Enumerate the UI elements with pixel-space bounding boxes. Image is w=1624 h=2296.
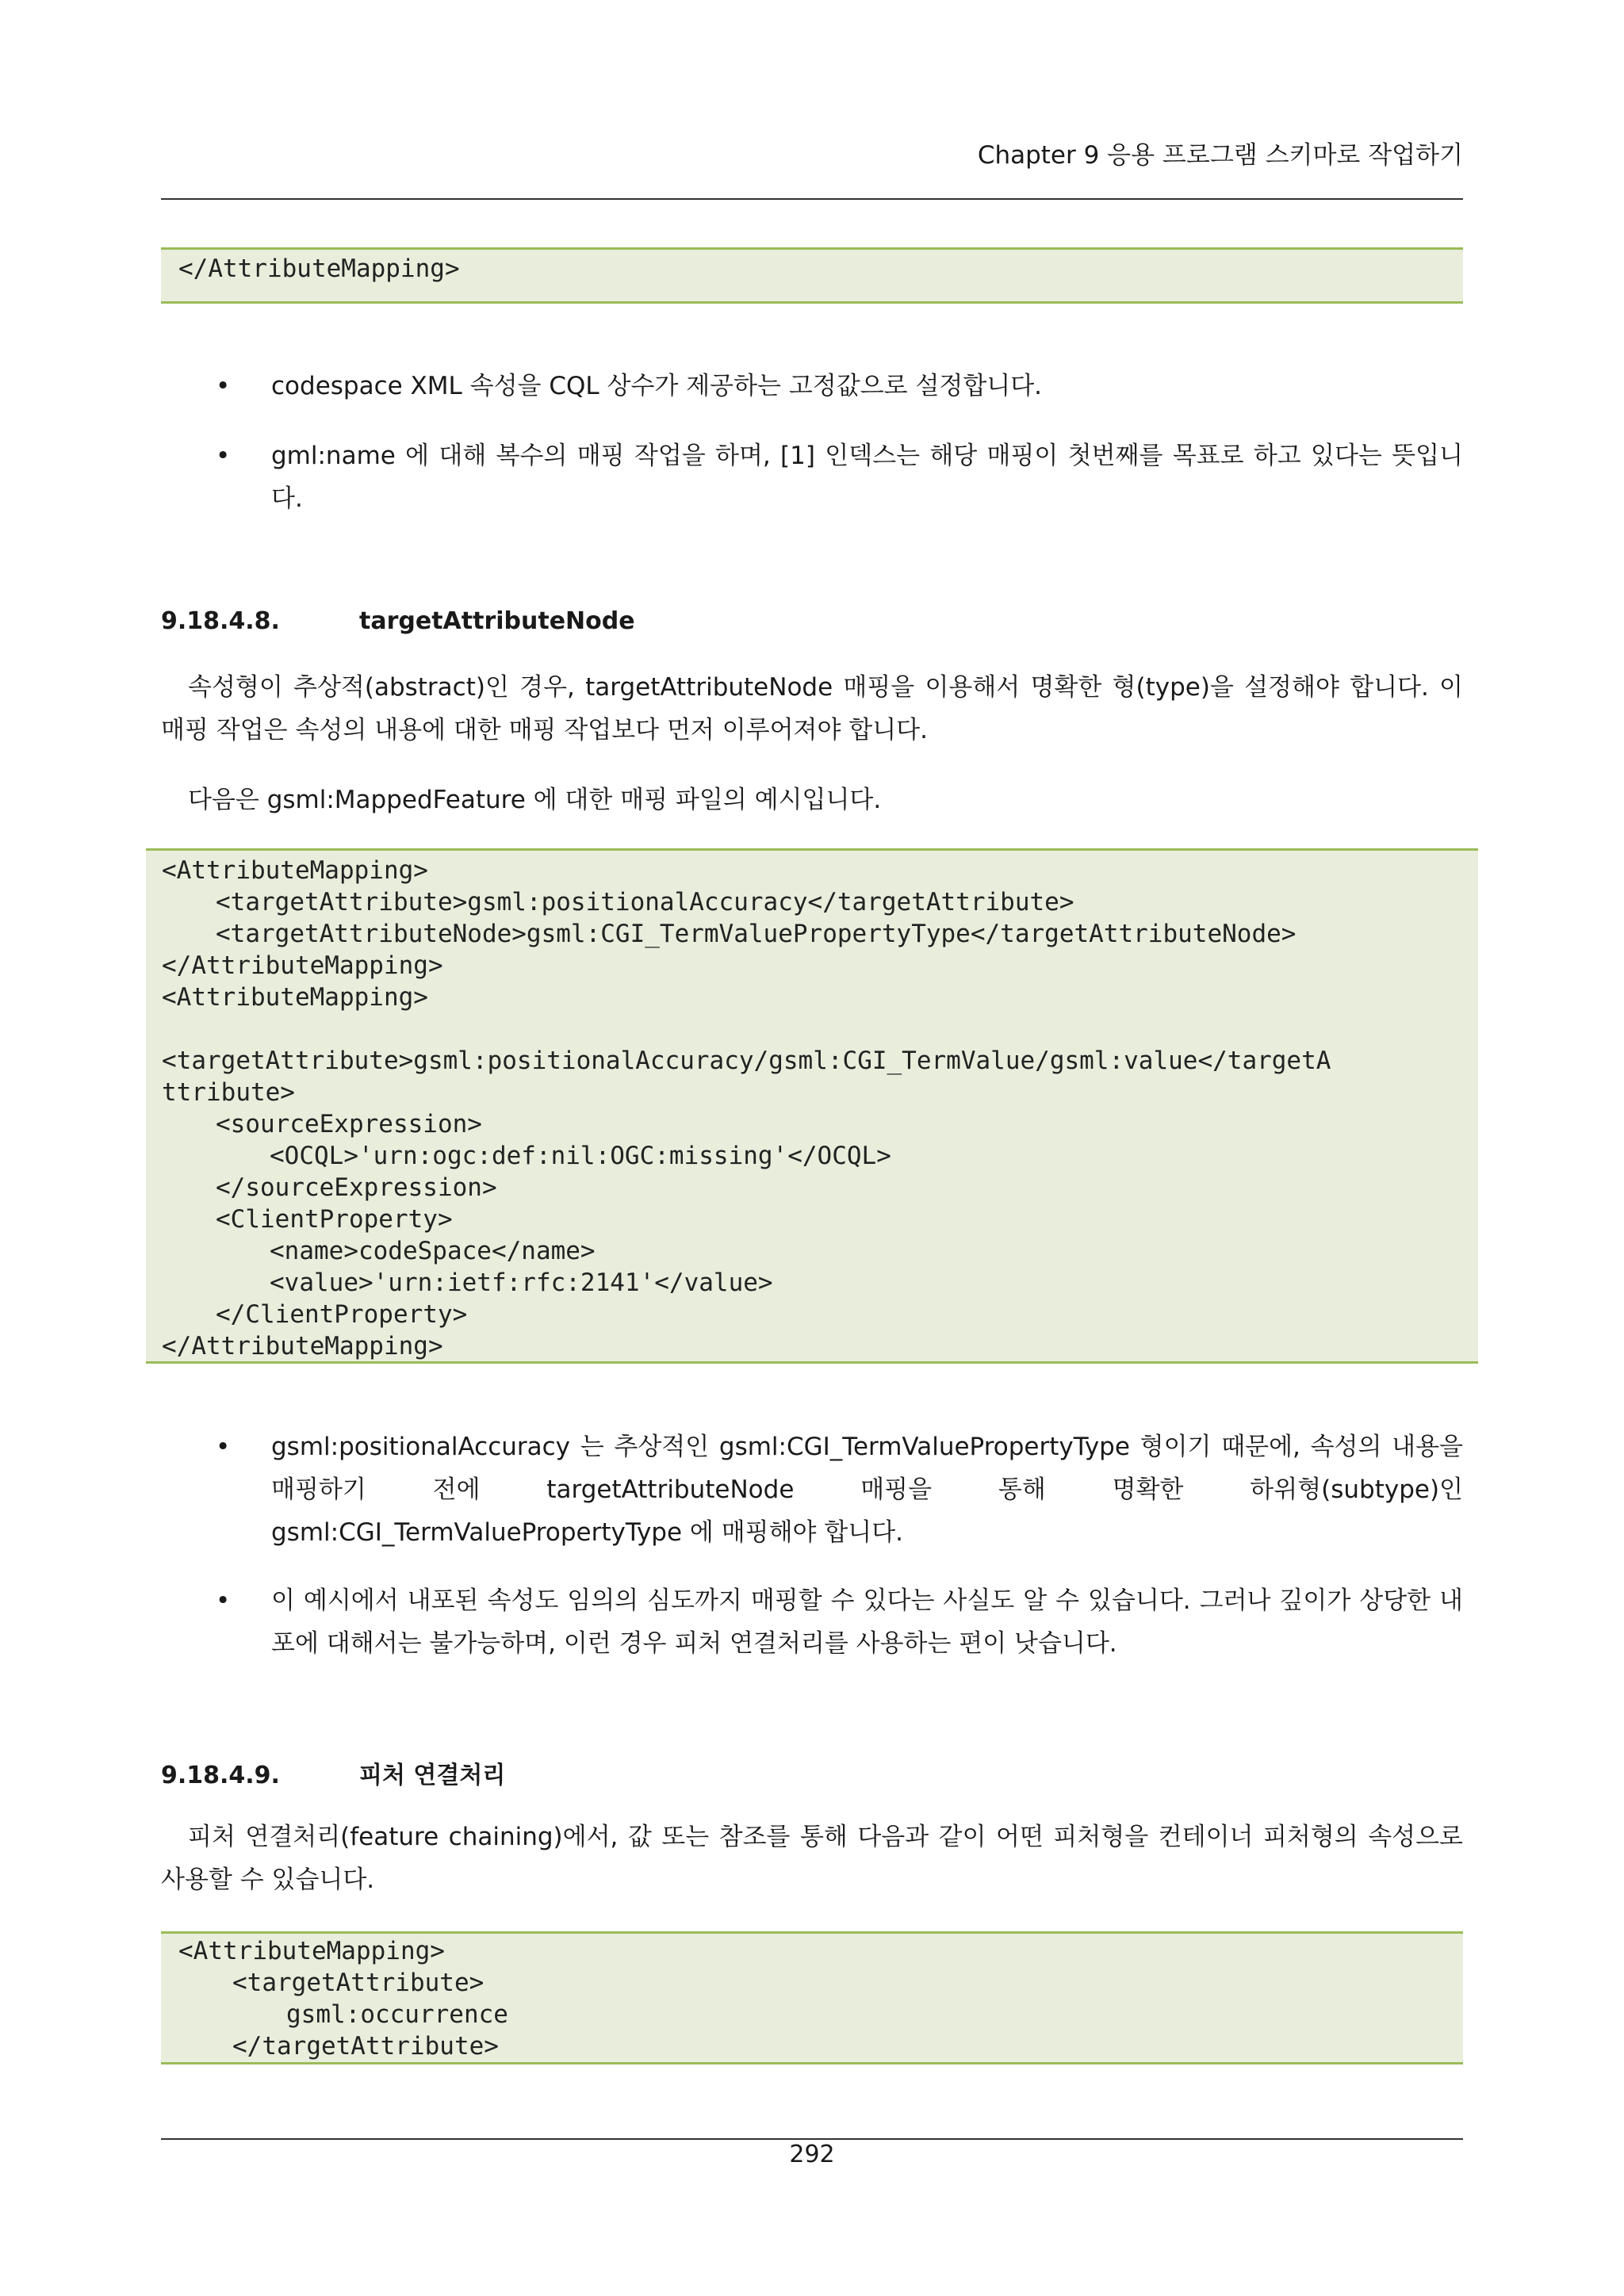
bullet-text: gml:name 에 대해 복수의 매핑 작업을 하며, [1] 인덱스는 해당 매핑이 첫번째를 목표로 하고 있다는 뜻입니다. [271,442,1463,513]
code-line: <ClientProperty> [216,1205,453,1234]
paragraph: 피처 연결처리(feature chaining)에서, 값 또는 참조를 통해 다음과 같이 어떤 피처형을 컨테이너 피처형의 속성으로 사용할 수 있습니다. [161,1823,1463,1894]
code-line: gsml:occurrence [286,2000,508,2029]
code-line: <targetAttribute>gsml:positionalAccuracy</targetAttribute> [216,888,1074,916]
code-line: </targetAttribute> [232,2032,499,2061]
bullet-marker: • [216,1433,231,1461]
code-line: </ClientProperty> [216,1300,468,1329]
code-line: <sourceExpression> [216,1110,482,1138]
code-line [162,1013,1462,1045]
paragraph: 속성형이 추상적(abstract)인 경우, targetAttributeNode 매핑을 이용해서 명확한 형(type)을 설정해야 합니다. 이 매핑 작업은 속성의 내용에 대한 매핑 작업보다 먼저 이루어져야 합니다. [161,673,1463,744]
header-title: Chapter 9 응용 프로그램 스키마로 작업하기 [977,141,1463,170]
code-line: <targetAttribute> [232,1969,485,1997]
section-title: targetAttributeNode [359,607,635,635]
code-line: ttribute> [162,1078,295,1107]
code-line: <value>'urn:ietf:rfc:2141'</value> [270,1269,773,1297]
section-number: 9.18.4.8. [161,607,280,635]
section-heading [161,1755,505,1790]
paragraph: 다음은 gsml:MappedFeature 에 대한 매핑 파일의 예시입니다. [188,786,882,814]
code-line: <AttributeMapping> [178,1937,445,1965]
page-number: 292 [789,2141,835,2168]
code-line: </AttributeMapping> [162,1332,443,1360]
code-line: <AttributeMapping> [162,856,428,885]
bullet-marker: • [216,1586,231,1615]
section-number: 9.18.4.9. [161,1762,280,1789]
bullet-marker: • [216,442,231,470]
bullet-text: codespace XML 속성을 CQL 상수가 제공하는 고정값으로 설정합니다. [271,372,1043,400]
code-line: </AttributeMapping> [162,951,443,980]
code-block-1 [161,247,1463,304]
code-line: <targetAttribute>gsml:positionalAccuracy/gsml:CGI_TermValue/gsml:value</targetA [162,1047,1331,1075]
code-line: </sourceExpression> [216,1173,497,1202]
bullet-text: 이 예시에서 내포된 속성도 임의의 심도까지 매핑할 수 있다는 사실도 알 수 있습니다. 그러나 깊이가 상당한 내포에 대해서는 불가능하며, 이런 경우 피처 연결처리를 사용하는 편이 낫습니다. [271,1586,1463,1658]
footer-rule [161,2138,1463,2140]
header-rule [161,198,1463,200]
section-title: 피처 연결처리 [359,1762,506,1789]
code-block-2 [146,848,1478,1364]
bullet-text: gsml:positionalAccuracy 는 추상적인 gsml:CGI_TermValuePropertyType 형이기 때문에, 속성의 내용을 매핑하기 전에 targetAttributeNode 매핑을 통해 명확한 하위형(subtype)인 gsml:CGI_TermValuePropertyType 에 매핑해야 합니다. [271,1433,1463,1547]
code-line: </AttributeMapping> [178,254,460,283]
code-line: <targetAttributeNode>gsml:CGI_TermValuePropertyType</targetAttributeNode> [216,920,1297,948]
code-block-3 [161,1931,1463,2064]
code-line: <name>codeSpace</name> [270,1237,596,1265]
section-heading [161,607,635,635]
bullet-marker: • [216,372,231,400]
code-line: <AttributeMapping> [162,983,428,1012]
code-line: <OCQL>'urn:ogc:def:nil:OGC:missing'</OCQL> [270,1142,891,1170]
